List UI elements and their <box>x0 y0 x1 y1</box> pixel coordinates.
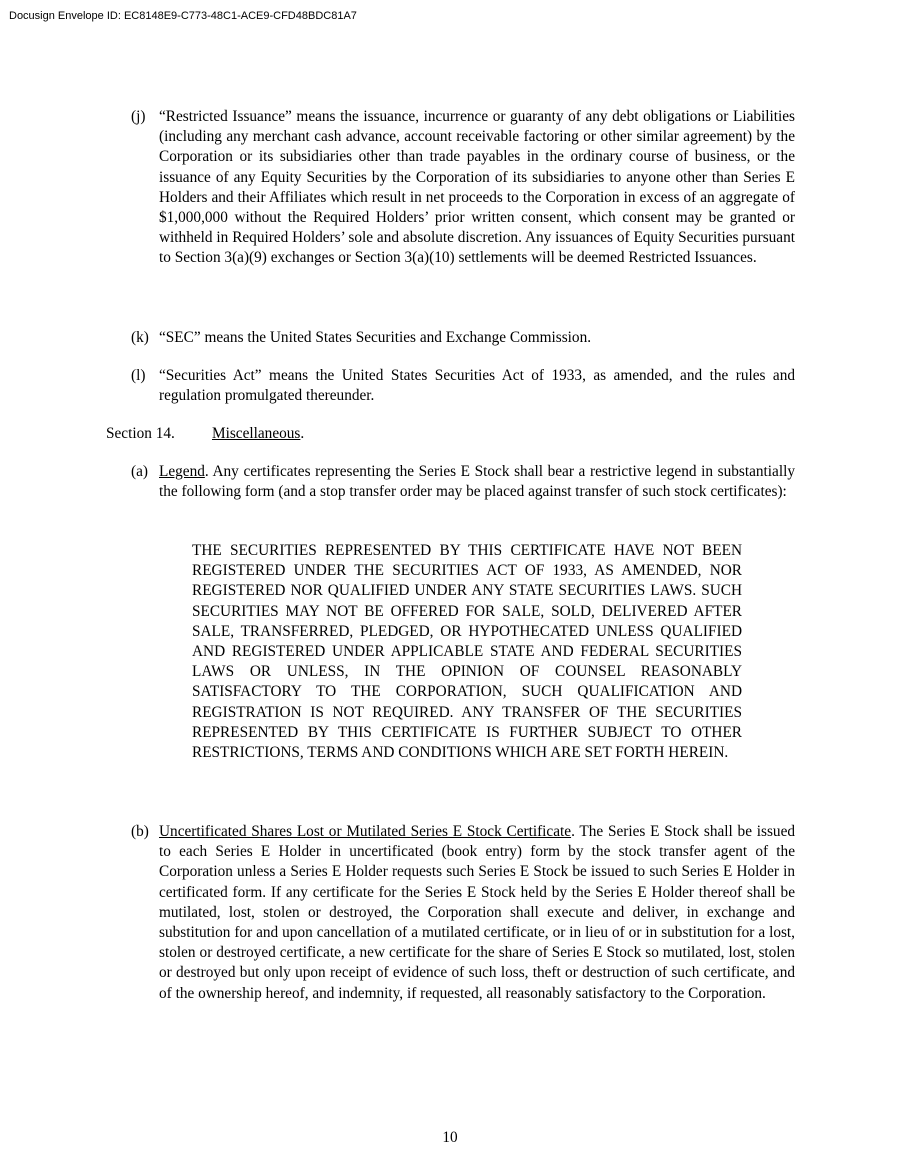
definition-text: “Restricted Issuance” means the issuance, incurrence or guaranty of any debt obligations or Liabilities (including any merchant cash advance, account receivable factoring or other similar agreement) by the Corporation or its subsidiaries other than trade payables in the ordinary course of business, or the issuance of any Equity Securities by the Corporation of its subsidiaries to anyone other than Series E Holders and their Affiliates which result in net proceeds to the Corporation in excess of an aggregate of $1,000,000 without the Required Holders’ prior written consent, which consent may be granted or withheld in Required Holders’ sole and absolute discretion. Any issuances of Equity Securities pursuant to Section 3(a)(9) exchanges or Section 3(a)(10) settlements will be deemed Restricted Issuances. <box>159 108 795 267</box>
section-title-suffix: . <box>300 425 305 442</box>
subsection-text <box>159 462 795 502</box>
definition-k <box>131 328 795 348</box>
section-title: Miscellaneous <box>212 425 301 442</box>
restrictive-legend: THE SECURITIES REPRESENTED BY THIS CERTIFICATE HAVE NOT BEEN REGISTERED UNDER THE SECURITIES ACT OF 1933, AS AMENDED, NOR REGISTERED NOR QUALIFIED UNDER ANY STATE SECURITIES LAWS. SUCH SECURITIES MAY NOT BE OFFERED FOR SALE, SOLD, DELIVERED AFTER SALE, TRANSFERRED, PLEDGED, OR HYPOTHECATED UNLESS QUALIFIED AND REGISTERED UNDER APPLICABLE STATE AND FEDERAL SECURITIES LAWS OR UNLESS, IN THE OPINION OF COUNSEL REASONABLY SATISFACTORY TO THE CORPORATION, SUCH QUALIFICATION AND REGISTRATION IS NOT REQUIRED. ANY TRANSFER OF THE SECURITIES REPRESENTED BY THIS CERTIFICATE IS FURTHER SUBJECT TO OTHER RESTRICTIONS, TERMS AND CONDITIONS WHICH ARE SET FORTH HEREIN. <box>192 542 742 762</box>
definition-label: (j) <box>131 108 146 125</box>
subsection-body: . The Series E Stock shall be issued to each Series E Holder in uncertificated (book entry) form by the stock transfer agent of the Corporation unless a Series E Holder requests such Series E Stock be issued to such Series E Holder in certificated form. If any certificate for the Series E Stock held by the Series E Holder thereof shall be mutilated, lost, stolen or destroyed, the Corporation shall execute and deliver, in exchange and substitution for and upon cancellation of a mutilated certificate, or in lieu of or in substitution for a lost, stolen or destroyed certificate, a new certificate for the share of Series E Stock so mutilated, lost, stolen or destroyed but only upon receipt of evidence of such loss, theft or destruction of such certificate, and of the ownership hereof, and indemnity, if requested, all reasonably satisfactory to the Corporation. <box>159 823 796 1002</box>
definition-label: (l) <box>131 367 146 384</box>
section-heading <box>106 424 304 444</box>
subsection-heading: Uncertificated Shares Lost or Mutilated Series E Stock Certificate <box>159 823 572 840</box>
subsection-a <box>131 462 795 502</box>
page-number: 10 <box>442 1129 458 1146</box>
subsection-b <box>131 822 795 1004</box>
subsection-label: (b) <box>131 823 149 840</box>
subsection-body: . Any certificates representing the Series E Stock shall bear a restrictive legend in substantially the following form (and a stop transfer order may be placed against transfer of such stock certificates): <box>159 463 795 501</box>
definition-label: (k) <box>131 329 149 346</box>
subsection-label: (a) <box>131 463 148 480</box>
envelope-id: Docusign Envelope ID: EC8148E9-C773-48C1-ACE9-CFD48BDC81A7 <box>9 10 357 22</box>
definition-j <box>131 107 795 269</box>
subsection-text <box>159 822 795 1004</box>
subsection-heading: Legend <box>159 463 205 480</box>
definition-text: “Securities Act” means the United States Securities Act of 1933, as amended, and the rules and regulation promulgated thereunder. <box>159 367 795 405</box>
section-number: Section 14. <box>106 425 175 442</box>
definition-l <box>131 366 795 406</box>
definition-text: “SEC” means the United States Securities and Exchange Commission. <box>159 329 592 346</box>
